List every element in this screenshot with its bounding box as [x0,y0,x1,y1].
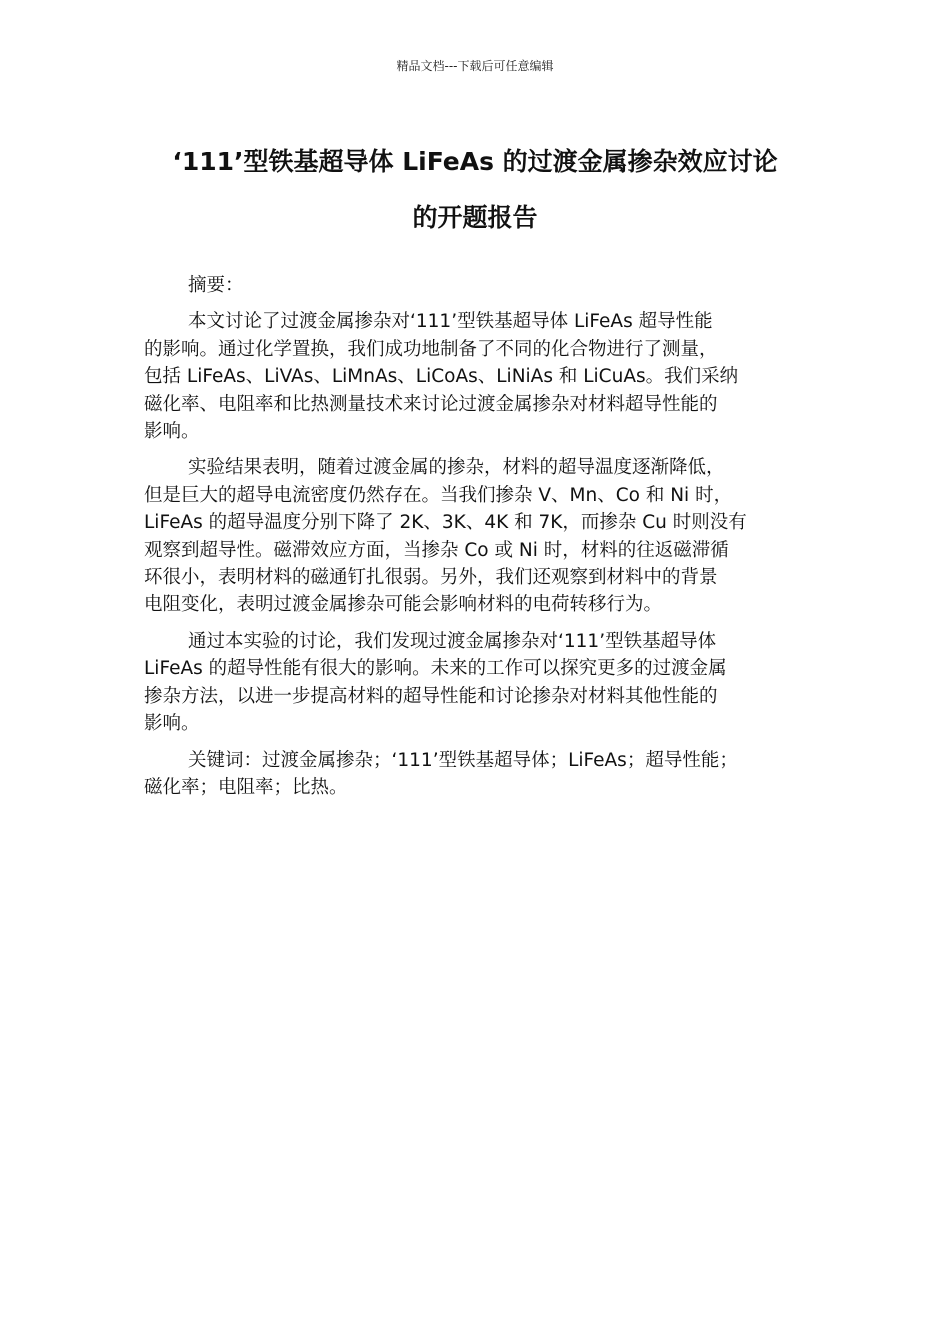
header-note: 精品文档---下载后可任意编辑 [396,59,554,73]
paragraph-line: 环很小，表明材料的磁通钉扎很弱。另外，我们还观察到材料中的背景 [144,567,718,589]
paragraph-line: 的影响。通过化学置换，我们成功地制备了不同的化合物进行了测量， [144,338,718,360]
paragraph-line: 通过本实验的讨论，我们发现过渡金属掺杂对‘111’型铁基超导体 [188,630,717,652]
document-title [110,134,840,246]
paragraph-line: 观察到超导性。磁滞效应方面，当掺杂 Co 或 Ni 时，材料的往返磁滞循 [144,539,729,561]
paragraph-line: 本文讨论了过渡金属掺杂对‘111’型铁基超导体 LiFeAs 超导性能 [188,311,713,333]
title-line: ‘111’型铁基超导体 LiFeAs 的过渡金属掺杂效应讨论 [172,147,778,176]
document-body [144,272,812,810]
paragraph-line: 但是巨大的超导电流密度仍然存在。当我们掺杂 V、Mn、Co 和 Ni 时， [144,484,733,506]
paragraph-line: LiFeAs 的超导性能有很大的影响。未来的工作可以探究更多的过渡金属 [144,658,727,680]
abstract-paragraph-3 [144,628,812,738]
paragraph-line: 电阻变化，表明过渡金属掺杂可能会影响材料的电荷转移行为。 [144,594,663,616]
paragraph-line: 包括 LiFeAs、LiVAs、LiMnAs、LiCoAs、LiNiAs 和 LiCuAs。我们采纳 [144,366,739,388]
paragraph-line: 磁化率、电阻率和比热测量技术来讨论过渡金属掺杂对材料超导性能的 [144,393,718,415]
paragraph-line: 磁化率；电阻率；比热。 [144,776,348,798]
paragraph-line: LiFeAs 的超导温度分别下降了 2K、3K、4K 和 7K，而掺杂 Cu 时则没有 [144,512,747,534]
paragraph-line: 摘要： [188,275,244,296]
abstract-paragraph-2 [144,454,812,618]
paragraph-line: 掺杂方法，以进一步提高材料的超导性能和讨论掺杂对材料其他性能的 [144,685,718,707]
abstract-heading [144,272,812,299]
paragraph-line: 影响。 [144,421,200,443]
paragraph-line: 关键词：过渡金属掺杂；‘111’型铁基超导体；LiFeAs；超导性能； [188,749,738,771]
paragraph-line: 实验结果表明，随着过渡金属的掺杂，材料的超导温度逐渐降低， [188,457,725,479]
paragraph-line: 影响。 [144,713,200,735]
title-line: 的开题报告 [412,203,538,232]
keywords-paragraph [144,747,812,802]
abstract-paragraph-1 [144,308,812,445]
